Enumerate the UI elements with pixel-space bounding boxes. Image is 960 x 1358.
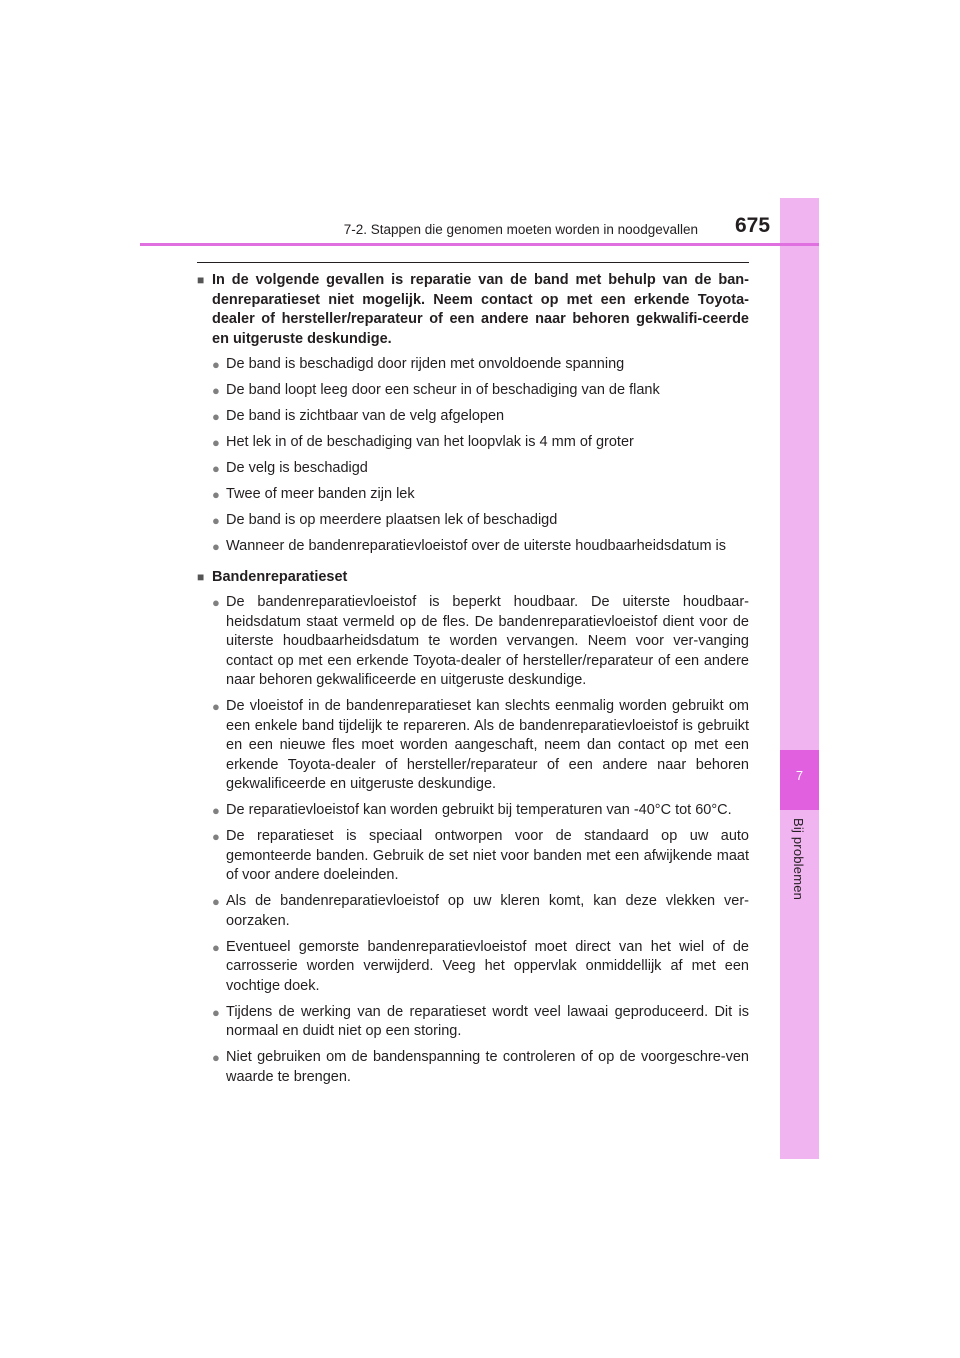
header-divider <box>140 243 819 246</box>
list-item <box>212 827 749 886</box>
circle-bullet-icon: ● <box>212 1004 220 1020</box>
circle-bullet-icon: ● <box>212 894 220 909</box>
list-item-text: De reparatievloeistof kan worden gebruikt bij temperaturen van -40°C tot 60°C. <box>226 802 732 818</box>
list-item <box>212 381 749 401</box>
list-item-text: De velg is beschadigd <box>226 460 368 476</box>
list-item-text: Het lek in of de beschadiging van het loopvlak is 4 mm of groter <box>226 434 634 450</box>
list-item-text: Eventueel gemorste bandenreparatievloeistof moet direct van het wiel of de carrosserie worden verwijderd. Veeg het oppervlak onmiddellijk af met een vochtige doek. <box>226 938 749 994</box>
chapter-number: 7 <box>795 768 804 783</box>
circle-bullet-icon: ● <box>212 383 220 398</box>
list-item-text: De band is beschadigd door rijden met onvoldoende spanning <box>226 356 625 372</box>
list-item-text: Tijdens de werking van de reparatieset wordt veel lawaai geproduceerd. Dit is normaal en duidt niet op een storing. <box>226 1003 749 1039</box>
circle-bullet-icon: ● <box>212 435 220 450</box>
section-heading <box>197 271 749 349</box>
list-item <box>212 459 749 479</box>
section-heading <box>197 568 749 588</box>
circle-bullet-icon: ● <box>212 803 220 818</box>
list-item <box>212 1003 749 1042</box>
list-item-text: Als de bandenreparatievloeistof op uw kleren komt, kan deze vlekken ver-oorzaken. <box>226 893 749 929</box>
chapter-title: Bij problemen <box>791 818 806 901</box>
list-item-text: Niet gebruiken om de bandenspanning te controleren of op de voorgeschre-ven waarde te brengen. <box>226 1049 749 1085</box>
section-rule <box>197 262 749 263</box>
list-item <box>212 1048 749 1087</box>
circle-bullet-icon: ● <box>212 409 220 424</box>
square-bullet-icon: ■ <box>197 569 205 584</box>
list-item-text: Wanneer de bandenreparatievloeistof over de uiterste houdbaarheidsdatum is <box>226 538 727 554</box>
list-item-text: De band is zichtbaar van de velg afgelopen <box>226 408 505 424</box>
list-item <box>212 485 749 505</box>
section-not-repairable <box>197 271 749 557</box>
section-heading-text: Bandenreparatieset <box>212 568 348 585</box>
section-heading-text: In de volgende gevallen is reparatie van de band met behulp van de ban-denreparatieset niet mogelijk. Neem contact op met een erkende Toyota-dealer of hersteller/reparateur of een andere naar behoren gekwalifi-ceerde en uitgeruste deskundige. <box>212 272 749 347</box>
circle-bullet-icon: ● <box>212 539 220 554</box>
bullet-list <box>197 593 749 1087</box>
list-item-text: De band is op meerdere plaatsen lek of beschadigd <box>226 512 558 528</box>
list-item-text: De reparatieset is speciaal ontworpen voor de standaard op uw auto gemonteerde banden. Gebruik de set niet voor banden met een afwijkende maat of voor andere doeleinden. <box>226 828 749 883</box>
list-item <box>212 407 749 427</box>
chapter-side-tab <box>780 198 819 1159</box>
list-item-text: De vloeistof in de bandenreparatieset kan slechts eenmalig worden gebruikt om een enkele band tijdelijk te repareren. Als de bandenreparatievloeistof is gebruikt en een nieuwe fles moet worden aangeschaft, neem dan contact op met een erkende Toyota-dealer of hersteller/reparateur of een andere naar behoren gekwalificeerde en uitgeruste deskundige. <box>226 698 749 792</box>
list-item-text: De band loopt leeg door een scheur in of beschadiging van de flank <box>226 382 660 398</box>
circle-bullet-icon: ● <box>212 595 220 610</box>
list-item-text: De bandenreparatievloeistof is beperkt houdbaar. De uiterste houdbaar-heidsdatum staat vermeld op de fles. De bandenreparatievloeistof dient voor de uiterste houdbaarheidsdatum te worden vervangen. Neem voor ver-vanging contact op met een erkende Toyota-dealer of hersteller/reparateur of een andere naar behoren gekwalificeerde en uitgeruste deskundige. <box>226 594 749 688</box>
circle-bullet-icon: ● <box>212 1050 220 1065</box>
section-repair-kit <box>197 568 749 1088</box>
page-number: 675 <box>735 214 771 237</box>
list-item <box>212 697 749 795</box>
square-bullet-icon: ■ <box>197 273 205 287</box>
list-item <box>212 593 749 691</box>
list-item <box>212 892 749 931</box>
page-content <box>197 271 749 1098</box>
circle-bullet-icon: ● <box>212 699 220 714</box>
circle-bullet-icon: ● <box>212 357 220 372</box>
list-item <box>212 511 749 531</box>
list-item <box>212 355 749 375</box>
circle-bullet-icon: ● <box>212 513 220 528</box>
list-item <box>212 801 749 821</box>
circle-bullet-icon: ● <box>212 939 220 955</box>
bullet-list <box>197 355 749 557</box>
list-item-text: Twee of meer banden zijn lek <box>226 486 415 502</box>
header-section-title: 7-2. Stappen die genomen moeten worden in noodgevallen <box>343 222 698 237</box>
list-item <box>212 433 749 453</box>
list-item <box>212 537 749 557</box>
circle-bullet-icon: ● <box>212 829 220 844</box>
circle-bullet-icon: ● <box>212 487 220 502</box>
circle-bullet-icon: ● <box>212 461 220 476</box>
list-item <box>212 938 749 997</box>
